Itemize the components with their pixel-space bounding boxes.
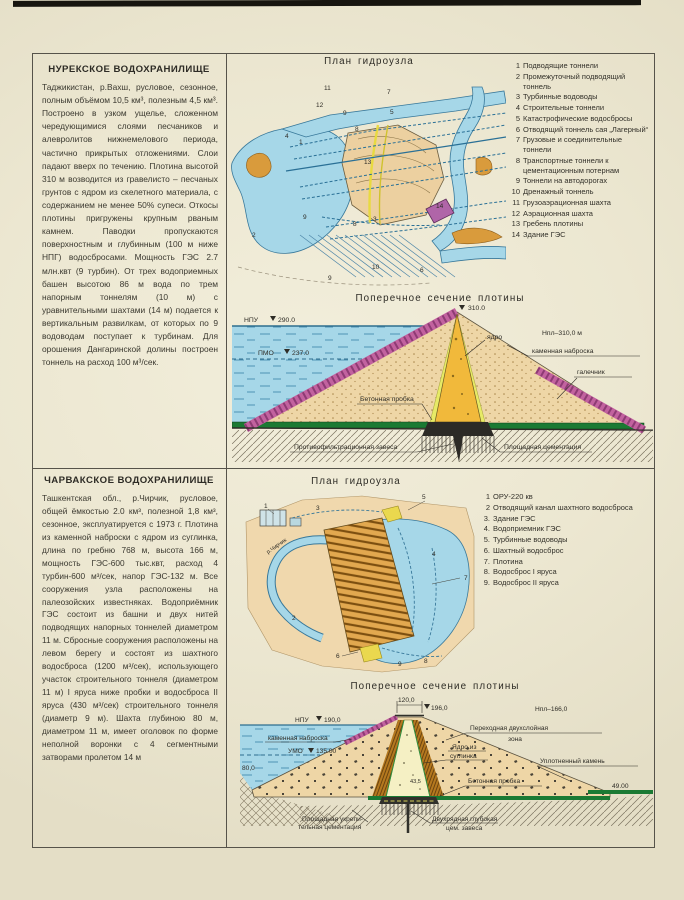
legend-item: 9 Тоннели на автодорогах bbox=[515, 176, 608, 186]
plan-number: 2 bbox=[292, 615, 296, 622]
legend-item: 5. Турбинные водоводы bbox=[483, 535, 568, 544]
right-ground-layer bbox=[588, 790, 653, 794]
label-pmo: ПМО bbox=[258, 350, 274, 357]
label-npu: НПУ bbox=[244, 317, 259, 324]
label-cementation: Площадная цементация bbox=[504, 444, 582, 451]
charvak-cross-section-title: Поперечное сечение плотины bbox=[350, 681, 520, 692]
label-curtain: Противофильтрационная завеса bbox=[294, 444, 398, 451]
label-dam-height: Нпл–166,0 bbox=[535, 706, 568, 713]
plan-number: 1 bbox=[299, 139, 303, 146]
label-crest-elevation: 310.0 bbox=[468, 305, 486, 312]
legend-item: 12 Аэрационная шахта bbox=[511, 208, 593, 218]
plan-number: 9 bbox=[398, 661, 402, 668]
label-rockfill: каменная наброска bbox=[532, 348, 594, 355]
label-npu-value: 290.0 bbox=[278, 317, 296, 324]
plan-number: 5 bbox=[422, 494, 426, 501]
river-label: р.Чирчик bbox=[265, 537, 288, 556]
plan-number: 4 bbox=[285, 133, 289, 140]
section-divider bbox=[33, 468, 654, 469]
label-crest-elevation: 196,0 bbox=[431, 705, 448, 712]
label-concrete-plug: Бетонная пробка bbox=[468, 778, 521, 785]
nurek-plan-contour bbox=[238, 267, 430, 285]
plan-number: 2 bbox=[252, 232, 256, 239]
legend-item: 4 Строительные тоннели bbox=[515, 103, 605, 112]
legend-item: 4. Водоприемник ГЭС bbox=[483, 524, 561, 534]
label-compacted-stone: Уплотненный камень bbox=[540, 758, 605, 765]
label-concrete-plug: Бетонная пробка bbox=[360, 396, 414, 403]
charvak-plan-title: План гидроузла bbox=[311, 476, 401, 487]
plan-number: 8 bbox=[424, 658, 428, 665]
label-area-cementation-2: тельная цементация bbox=[298, 824, 362, 831]
plan-number: 5 bbox=[390, 109, 394, 116]
label-pmo-value: 237.0 bbox=[292, 350, 310, 357]
label-umo-value: 135.00 bbox=[316, 748, 337, 755]
label-core: ядро bbox=[487, 334, 503, 341]
nurek-description: Таджикистан, р.Вахш, русловое, сезонное, полным объёмом 10,5 км³, полезным 4,5 км³. Построено в узком ущелье, сложенном чередующимися слоями песчаников и алевролитов нижнемелового периода, частично прикрытых отложениями. Слои падают вверх по течению. Плотина высотой 310 м возводится из гравелисто – песчаных грунтов с ядром из скелетного материала, с содержанием не менее 50% супеси. Откосы плотины пригружены крупным рваным камнем. Паводки пропускаются поверхностным и глубинным (100 м ниже НПГ) водосбросами. Мощность ГЭС 2.7 млн.квт (9 турбин). От трех водоприемных башен высотою 86 м вода по трем напорным тоннелям (10 м) с уравнительными шахтами (14 м) подается к вертикальным развилкам, от которых по 9 водоводам поступает к турбинам. Для орошения Дангаринской долины построен тоннель на расход 100 м³/сек. bbox=[42, 82, 218, 368]
charvak-title: ЧАРВАКСКОЕ ВОДОХРАНИЛИЩЕ bbox=[44, 475, 214, 486]
legend-item: 3 Турбинные водоводы bbox=[515, 92, 598, 102]
nurek-title: НУРЕКСКОЕ ВОДОХРАНИЛИЩЕ bbox=[48, 64, 210, 75]
plan-number: 6 bbox=[420, 267, 424, 274]
label-dam-height: Нпл–310,0 м bbox=[542, 330, 582, 337]
legend-item: 1 Подводящие тоннели bbox=[515, 61, 599, 70]
plan-number: 3 bbox=[373, 216, 377, 223]
legend-item: 8 Транспортные тоннели к цементационным потернам bbox=[515, 155, 620, 175]
label-core-2: суглинка bbox=[450, 753, 477, 760]
label-npu-value: 190,0 bbox=[324, 717, 341, 724]
legend-item: 8. Водосброс I яруса bbox=[483, 567, 557, 577]
downstream-foundation-layer bbox=[487, 423, 644, 429]
legend-item: 5 Катастрофические водосбросы bbox=[515, 113, 633, 123]
plan-number: 9 bbox=[328, 275, 332, 282]
plan-number: 9 bbox=[303, 214, 307, 221]
plan-number: 6 bbox=[336, 653, 340, 660]
nurek-plan-diagram bbox=[230, 67, 506, 293]
concrete-plug bbox=[379, 797, 439, 804]
plan-number: 1 bbox=[264, 503, 268, 510]
charvak-plan-diagram bbox=[232, 488, 478, 678]
plan-number: 7 bbox=[464, 575, 468, 582]
charvak-cross-section-diagram bbox=[240, 693, 653, 846]
scan-edge-artifact bbox=[13, 0, 641, 7]
label-crest-width: 120,0 bbox=[398, 697, 415, 704]
plan-number: 9 bbox=[343, 110, 347, 117]
plan-number: 13 bbox=[364, 159, 372, 166]
legend-item: 3. Здание ГЭС bbox=[483, 513, 536, 523]
label-deep-curtain-2: цем. завеса bbox=[446, 825, 483, 832]
legend-item: 9. Водосброс II яруса bbox=[483, 578, 559, 587]
nurek-cross-section-diagram bbox=[232, 304, 653, 463]
label-core: Ядро из bbox=[452, 744, 477, 751]
plan-number: 8 bbox=[355, 126, 359, 133]
charvak-legend bbox=[479, 492, 641, 589]
legend-item: 10 Дренажный тоннель bbox=[511, 187, 594, 196]
label-umo: УМО bbox=[288, 748, 303, 755]
plan-number: 10 bbox=[372, 264, 380, 271]
legend-item: 7 Грузовые и соединительные тоннели bbox=[515, 135, 623, 154]
plan-number: 8 bbox=[353, 221, 357, 228]
label-area-cementation: Площадная укрепи- bbox=[302, 816, 363, 823]
nurek-legend bbox=[509, 61, 651, 241]
label-pebbles: галечник bbox=[577, 369, 605, 376]
label-left-elevation: 80,0 bbox=[242, 765, 255, 772]
legend-item: 13 Гребень плотины bbox=[511, 219, 584, 229]
label-mid-elevation: 43,5 bbox=[410, 779, 421, 785]
nurek-cross-section-title: Поперечное сечение плотины bbox=[355, 293, 525, 304]
label-transition-zone: Переходная двухслойная bbox=[470, 725, 549, 732]
legend-item: 6. Шахтный водосброс bbox=[483, 545, 564, 555]
charvak-description: Ташкентская обл., р.Чирчик, русловое, общей ёмкостью 2.0 км³, полезной 1,8 км³, сезонное, эксплуатируется с 1973 г. Плотина из каменной наброски с ядром из суглинка, длина по гребню 768 м, высота 166 м, мощность ГЭС-600 тыс.квт, расход 4 турбин-600 м³/сек, напор ГЭС-132 м. Все сооружения узла расположены на палеозойских известняках. Водоприёмник ГЭС состоит из башни и двух нитей подводящих напорных тоннелей диаметром 11 м. Сбросные сооружения расположены на левом берегу и состоят из шахтного водосброса (1200 м³/сек), использующего участок строительного тоннеля (диаметром 11 м) I яруса ниже пробки и водосброса II яруса (430 м³/сек) строительного тоннеля (диаметр 9 м). Шахта глубиною 80 м, диаметром 11 м, имеет оголовок по форме неполной воронки с 4 сегментными затворами пролетом 14 м bbox=[42, 493, 218, 762]
legend-item: 2 Промежуточный подводящий тоннель bbox=[515, 71, 626, 91]
plan-number: 4 bbox=[432, 551, 436, 558]
label-transition-zone-2: зона bbox=[508, 736, 522, 743]
plan-number: 3 bbox=[316, 505, 320, 512]
label-npu: НПУ bbox=[295, 717, 309, 724]
column-divider bbox=[226, 54, 227, 847]
label-rockfill: каменная наброска bbox=[268, 735, 328, 742]
nurek-plan-title: План гидроузла bbox=[324, 56, 414, 67]
legend-item: 2 Отводящий канал шахтного водосброса bbox=[485, 502, 633, 512]
plan-number: 7 bbox=[387, 89, 391, 96]
label-right-elevation: 49.00 bbox=[612, 783, 629, 790]
legend-item: 1 ОРУ-220 кв bbox=[485, 492, 533, 501]
plan-number: 14 bbox=[436, 203, 444, 210]
legend-item: 6 Отводящий тоннель сая „Лагерный“ bbox=[515, 124, 649, 134]
plan-number: 12 bbox=[316, 102, 324, 109]
label-deep-curtain: Двухрядная глубокая bbox=[432, 816, 498, 823]
legend-item: 7. Плотина bbox=[483, 556, 523, 566]
plan-number: 11 bbox=[324, 85, 331, 92]
legend-item: 11 Грузоаэрационная шахта bbox=[512, 197, 611, 207]
legend-item: 14 Здание ГЭС bbox=[511, 230, 566, 239]
